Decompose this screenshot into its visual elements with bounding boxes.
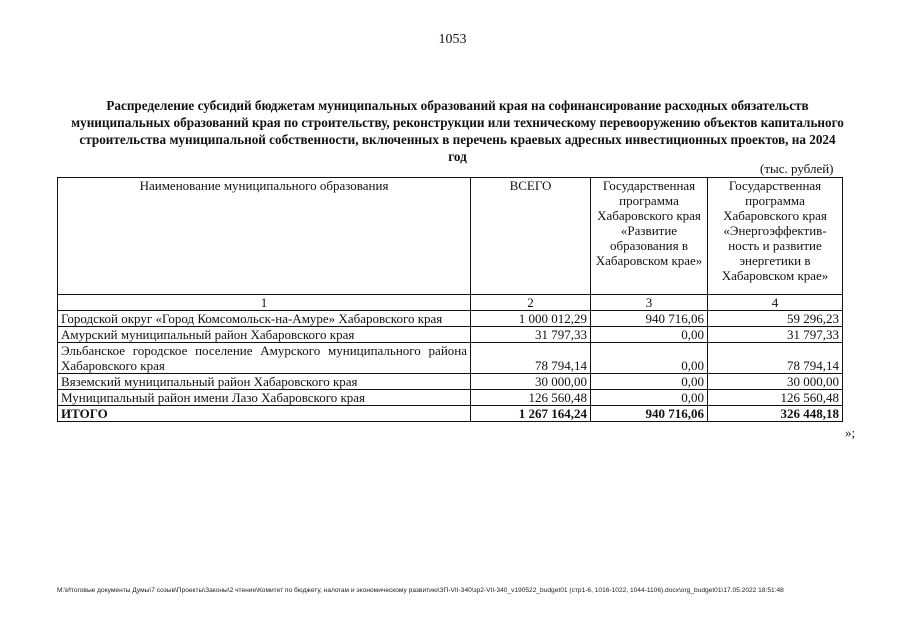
- column-header-name: Наименование муниципального образования: [58, 178, 471, 295]
- row-total: 30 000,00: [471, 374, 591, 390]
- column-index-3: 3: [591, 295, 708, 311]
- total-sum: 1 267 164,24: [471, 406, 591, 422]
- page-number: 1053: [438, 32, 467, 47]
- row-education: 940 716,06: [591, 311, 708, 327]
- column-header-energy-program: Государственная программа Хабаровского края «Энергоэффектив-ность и развитие энергетики в Хабаровском крае»: [708, 178, 843, 295]
- total-education: 940 716,06: [591, 406, 708, 422]
- column-index-4: 4: [708, 295, 843, 311]
- column-index-2: 2: [471, 295, 591, 311]
- row-energy: 31 797,33: [708, 327, 843, 343]
- table-row: [58, 343, 843, 374]
- row-name: Вяземский муниципальный район Хабаровского края: [58, 374, 471, 390]
- subsidy-table: [57, 177, 843, 422]
- row-total: 78 794,14: [471, 343, 591, 374]
- row-energy: 78 794,14: [708, 343, 843, 374]
- row-education: 0,00: [591, 390, 708, 406]
- row-education: 0,00: [591, 343, 708, 374]
- row-energy: 59 296,23: [708, 311, 843, 327]
- table-row: [58, 374, 843, 390]
- total-row: [58, 406, 843, 422]
- row-total: 31 797,33: [471, 327, 591, 343]
- row-name: Городской округ «Город Комсомольск-на-Амуре» Хабаровского края: [58, 311, 471, 327]
- column-index-1: 1: [58, 295, 471, 311]
- row-energy: 30 000,00: [708, 374, 843, 390]
- total-label: ИТОГО: [58, 406, 471, 422]
- file-path-footer: M:\Итоговые документы Думы\7 созыв\Проекты\Законы\2 чтение\Комитет по бюджету, налогам и экономическому развитию\ЗП-VII-340\зр2-VII-340_v190522_budget01 (стр1-6, 1016-1022, 1044-1106).docx\org_budget01\17.05.2022 18:51:48: [57, 587, 784, 594]
- table-header-row: [58, 178, 843, 295]
- units-label: (тыс. рублей): [760, 161, 834, 176]
- row-education: 0,00: [591, 374, 708, 390]
- row-energy: 126 560,48: [708, 390, 843, 406]
- row-total: 1 000 012,29: [471, 311, 591, 327]
- column-header-total: ВСЕГО: [471, 178, 591, 295]
- table-row: [58, 311, 843, 327]
- row-education: 0,00: [591, 327, 708, 343]
- row-name: Муниципальный район имени Лазо Хабаровского края: [58, 390, 471, 406]
- closing-quote-suffix: »;: [845, 425, 856, 440]
- document-title: Распределение субсидий бюджетам муниципальных образований края на софинансирование расходных обязательств муниципальных образований края по строительству, реконструкции или техническому перевооружению объектов капитального строительства муниципальной собственности, включенных в перечень краевых адресных инвестиционных проектов, на 2024 год: [71, 98, 844, 164]
- total-energy: 326 448,18: [708, 406, 843, 422]
- table-row: [58, 390, 843, 406]
- column-header-education-program: Государственная программа Хабаровского края «Развитие образования в Хабаровском крае»: [591, 178, 708, 295]
- row-name: Эльбанское городское поселение Амурского муниципального района Хабаровского края: [58, 343, 471, 374]
- row-name: Амурский муниципальный район Хабаровского края: [58, 327, 471, 343]
- column-index-row: [58, 295, 843, 311]
- row-total: 126 560,48: [471, 390, 591, 406]
- table-row: [58, 327, 843, 343]
